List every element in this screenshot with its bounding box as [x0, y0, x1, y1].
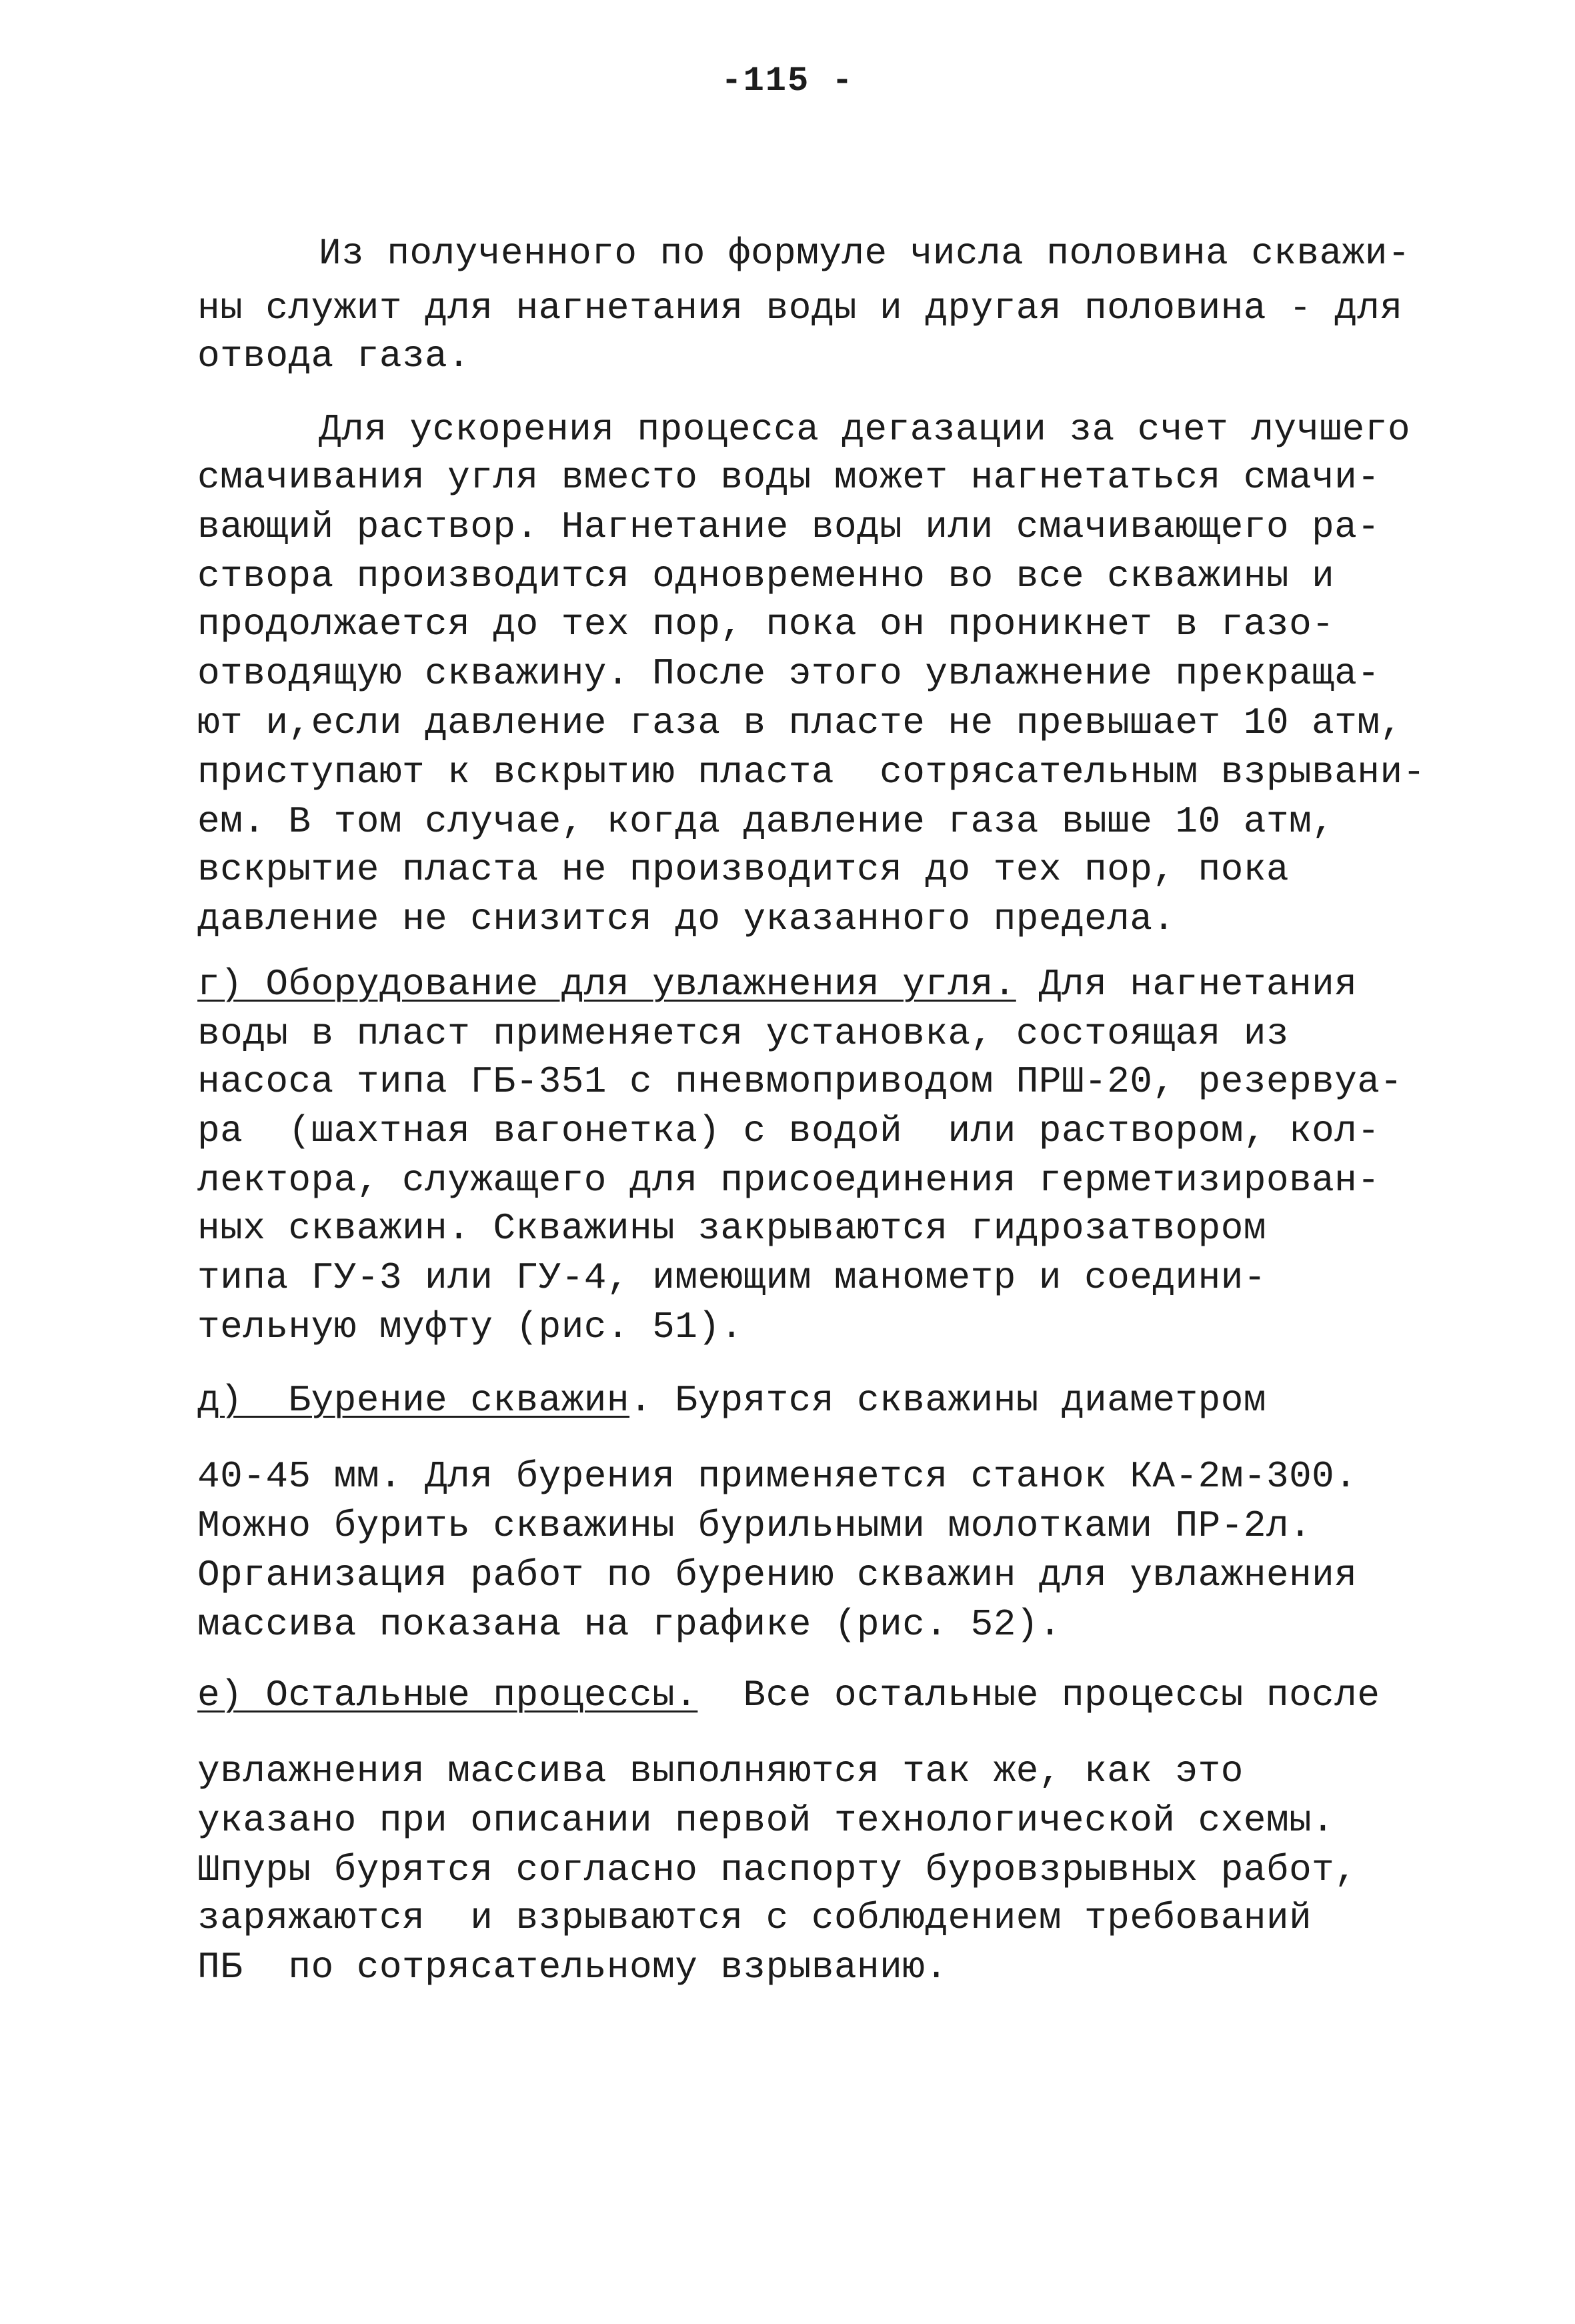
section-heading: е) Остальные процессы. [197, 1674, 698, 1716]
section-heading: г) Оборудование для увлажнения угля. [197, 963, 1016, 1006]
text-line: давление не снизится до указанного предела. [197, 898, 1176, 940]
text-line: ПБ по сотрясательному взрыванию. [197, 1946, 948, 1989]
text-line: ют и,если давление газа в пласте не превышает 10 атм, [197, 702, 1403, 744]
text-line: Организация работ по бурению скважин для увлажнения [197, 1554, 1358, 1596]
text-line: приступают к вскрытию пласта сотрясательным взрывани- [197, 751, 1426, 794]
text-line: Можно бурить скважины бурильными молотками ПР-2л. [197, 1504, 1312, 1547]
text-line: насоса типа ГБ-351 с пневмоприводом ПРШ-20, резервуа- [197, 1060, 1403, 1103]
text-line: отвода газа. [197, 335, 471, 377]
text-line: продолжается до тех пор, пока он проникнет в газо- [197, 603, 1335, 646]
text-line: 40-45 мм. Для бурения применяется станок КА-2м-300. [197, 1455, 1358, 1498]
text-line: указано при описании первой технологической схемы. [197, 1799, 1335, 1842]
text-line: Из полученного по формуле числа половина скважи- [319, 232, 1411, 275]
text-line: увлажнения массива выполняются так же, как это [197, 1750, 1244, 1793]
text-line: лектора, служащего для присоединения герметизирован- [197, 1159, 1380, 1202]
text-line: Шпуры бурятся согласно паспорту буровзрывных работ, [197, 1849, 1358, 1891]
text-line: отводящую скважину. После этого увлажнение прекраща- [197, 652, 1380, 695]
section-heading-rest: Все остальные процессы после [697, 1674, 1380, 1716]
section-line [197, 1676, 1380, 1714]
text-line: Для ускорения процесса дегазации за счет лучшего [319, 408, 1411, 451]
page-number: -115 - [721, 61, 854, 101]
text-line: типа ГУ-3 или ГУ-4, имеющим манометр и соедини- [197, 1256, 1266, 1299]
section-heading: д) Бурение скважин [197, 1379, 630, 1422]
section-line [197, 963, 1358, 1006]
text-line: смачивания угля вместо воды может нагнетаться смачи- [197, 456, 1380, 499]
text-line: ем. В том случае, когда давление газа выше 10 атм, [197, 800, 1335, 843]
section-heading-rest: Для нагнетания [1016, 963, 1358, 1006]
text-line: заряжаются и взрываются с соблюдением требований [197, 1897, 1312, 1939]
text-line: воды в пласт применяется установка, состоящая из [197, 1012, 1290, 1055]
text-line: ны служит для нагнетания воды и другая половина - для [197, 287, 1403, 329]
text-line: створа производится одновременно во все скважины и [197, 555, 1335, 598]
text-line: ра (шахтная вагонетка) с водой или раствором, кол- [197, 1110, 1380, 1152]
section-heading-rest: . Бурятся скважины диаметром [629, 1379, 1266, 1422]
text-line: массива показана на графике (рис. 52). [197, 1603, 1062, 1646]
text-line: тельную муфту (рис. 51). [197, 1306, 743, 1348]
text-line: вающий раствор. Нагнетание воды или смачивающего ра- [197, 505, 1380, 548]
section-line [197, 1379, 1266, 1422]
text-line: ных скважин. Скважины закрываются гидрозатвором [197, 1207, 1266, 1250]
text-line: вскрытие пласта не производится до тех пор, пока [197, 848, 1290, 891]
